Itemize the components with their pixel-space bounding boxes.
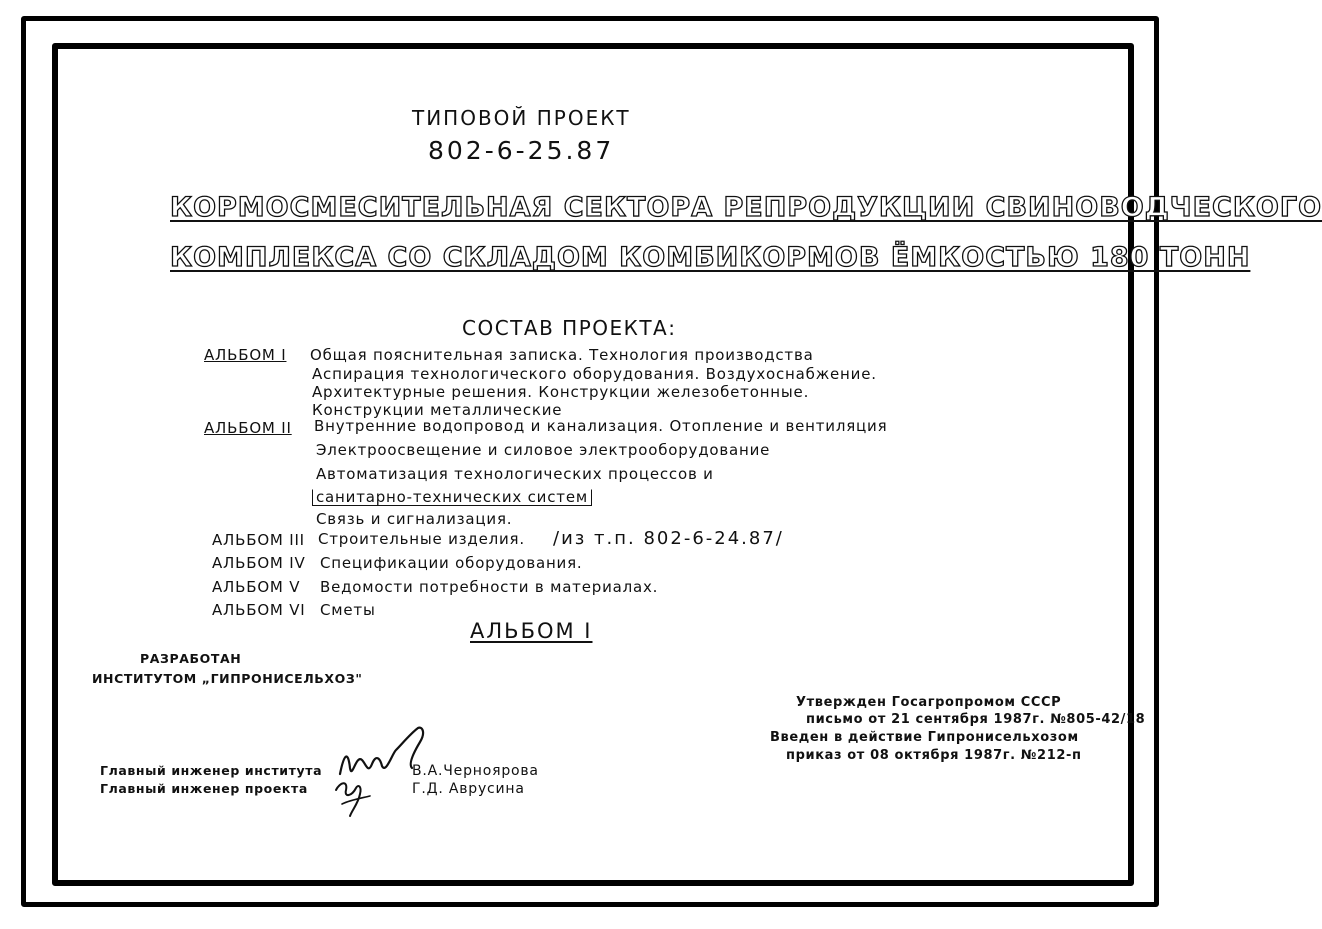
album-reference: /из т.п. 802-6-24.87/ <box>553 528 784 549</box>
album-line: Сметы <box>320 601 376 619</box>
album-line: Автоматизация технологических процессов и <box>316 465 714 483</box>
album-label: АЛЬБОМ IV <box>212 554 306 572</box>
album-line: санитарно-технических систем <box>312 489 592 506</box>
album-label: АЛЬБОМ II <box>204 419 292 437</box>
approval-line-4: приказ от 08 октября 1987г. №212-п <box>786 748 1082 763</box>
role-chief-engineer-institute: Главный инженер института <box>100 763 323 778</box>
album-line: Электроосвещение и силовое электрооборудование <box>316 441 771 459</box>
album-line: Спецификации оборудования. <box>320 554 583 572</box>
signatory-name-2: Г.Д. Аврусина <box>412 781 525 797</box>
album-label: АЛЬБОМ V <box>212 578 301 596</box>
album-label: АЛЬБОМ III <box>212 531 305 549</box>
title-line-1: КОРМОСМЕСИТЕЛЬНАЯ СЕКТОРА РЕПРОДУКЦИИ СВИНОВОДЧЕСКОГО <box>170 192 1322 223</box>
approval-line-3: Введен в действие Гипронисельхозом <box>770 730 1079 745</box>
album-line: Связь и сигнализация. <box>316 510 513 528</box>
album-line: Строительные изделия. <box>318 530 525 548</box>
developer-institute: ИНСТИТУТОМ „ГИПРОНИСЕЛЬХОЗ" <box>92 671 363 686</box>
approval-line-1: Утвержден Госагропромом СССР <box>796 695 1062 710</box>
role-chief-engineer-project: Главный инженер проекта <box>100 781 308 796</box>
album-line: Конструкции металлические <box>312 401 563 419</box>
project-number: 802-6-25.87 <box>428 136 615 165</box>
signatory-name-1: В.А.Черноярова <box>412 763 539 779</box>
album-label: АЛЬБОМ I <box>204 346 287 364</box>
album-line: Ведомости потребности в материалах. <box>320 578 659 596</box>
album-line: Внутренние водопровод и канализация. Отопление и вентиляция <box>314 417 888 435</box>
project-type-label: ТИПОВОЙ ПРОЕКТ <box>412 106 631 130</box>
developer-label: РАЗРАБОТАН <box>140 651 242 666</box>
composition-heading: СОСТАВ ПРОЕКТА: <box>462 316 677 340</box>
handwritten-signature <box>322 724 442 820</box>
current-album: АЛЬБОМ I <box>470 619 593 643</box>
approval-line-2: письмо от 21 сентября 1987г. №805-42/18 <box>806 712 1146 727</box>
album-label: АЛЬБОМ VI <box>212 601 306 619</box>
album-line: Аспирация технологического оборудования. Воздухоснабжение. <box>312 365 877 383</box>
title-line-2: КОМПЛЕКСА СО СКЛАДОМ КОМБИКОРМОВ ЁМКОСТЬЮ 180 ТОНН <box>170 242 1251 273</box>
album-line: Общая пояснительная записка. Технология производства <box>310 346 814 364</box>
album-line: Архитектурные решения. Конструкции железобетонные. <box>312 383 810 401</box>
